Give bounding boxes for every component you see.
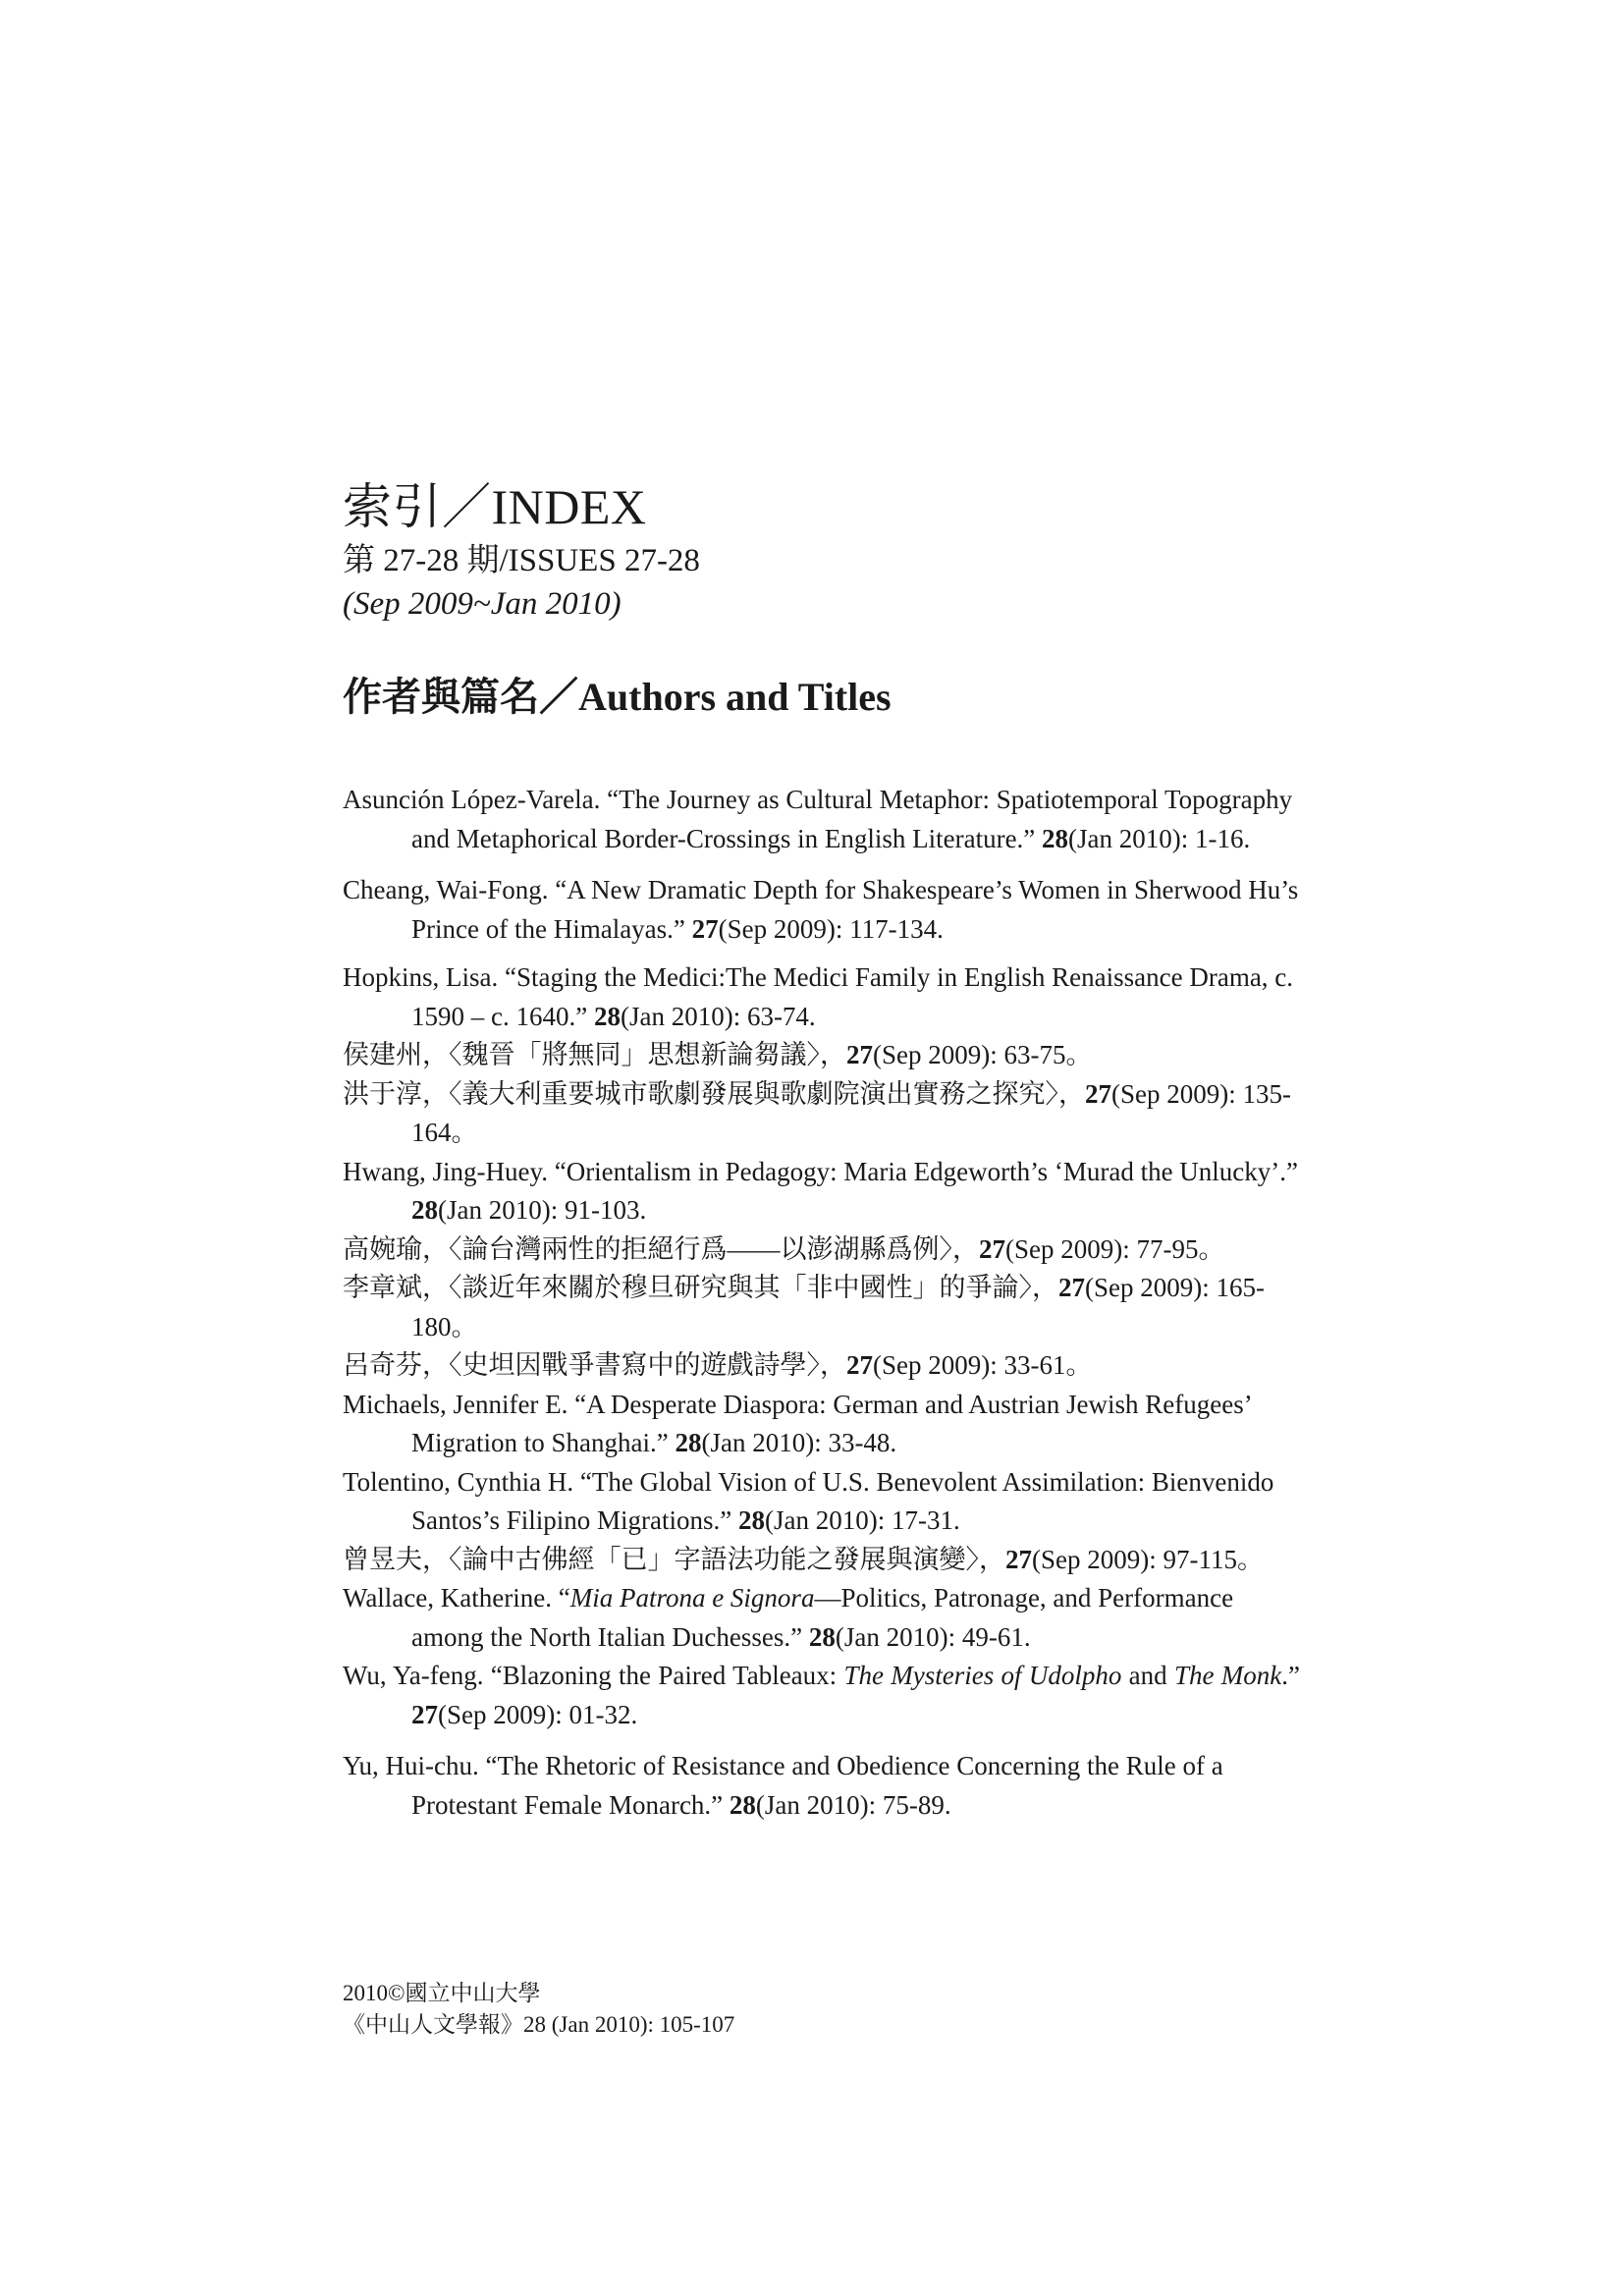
list-item bbox=[343, 1269, 1300, 1346]
entry-text: 曾昱夫，〈論中古佛經「已」字語法功能之發展與演變〉， bbox=[343, 1544, 1005, 1574]
list-item bbox=[343, 1386, 1300, 1463]
entry-volume: 27 bbox=[1005, 1544, 1032, 1574]
section-heading: 作者與篇名／Authors and Titles bbox=[343, 675, 892, 719]
entry-text: Tolentino, Cynthia H. “The Global Vision of U.S. Benevolent Assimilation: Bienvenido Santos’s Filipino Migrations.” bbox=[343, 1466, 1274, 1535]
entry-text-cont: —Politics, Patronage, and Performance among the North Italian Duchesses.” bbox=[411, 1583, 1234, 1652]
entry-volume: 27 bbox=[1058, 1273, 1085, 1302]
entry-text: Asunción López-Varela. “The Journey as Cultural Metaphor: Spatiotemporal Topography and Metaphorical Border-Crossings in English Literature.” bbox=[343, 785, 1293, 853]
entry-text: 呂奇芬，〈史坦因戰爭書寫中的遊戲詩學〉， bbox=[343, 1350, 846, 1380]
entry-list bbox=[343, 781, 1300, 1825]
entry-detail: (Sep 2009): 77-95。 bbox=[1005, 1233, 1225, 1264]
entry-detail: (Jan 2010): 49-61. bbox=[835, 1621, 1031, 1652]
entry-detail: (Jan 2010): 91-103. bbox=[438, 1195, 647, 1225]
entry-detail: (Sep 2009): 165-180。 bbox=[411, 1273, 1265, 1341]
entry-detail: (Sep 2009): 135-164。 bbox=[411, 1078, 1291, 1147]
list-item bbox=[343, 1747, 1300, 1825]
list-item bbox=[343, 1541, 1300, 1580]
index-page bbox=[343, 477, 1300, 1825]
entry-volume: 28 bbox=[808, 1621, 836, 1652]
list-item bbox=[343, 1153, 1300, 1230]
list-item bbox=[343, 1075, 1300, 1153]
entry-text: Cheang, Wai-Fong. “A New Dramatic Depth for Shakespeare’s Women in Sherwood Hu’s Prince of the Himalayas.” bbox=[343, 875, 1299, 944]
entry-volume: 27 bbox=[979, 1233, 1005, 1264]
list-item bbox=[343, 1346, 1300, 1386]
entry-text: Wallace, Katherine. “ bbox=[343, 1583, 570, 1613]
date-range: (Sep 2009~Jan 2010) bbox=[343, 586, 622, 622]
list-item bbox=[343, 781, 1300, 858]
entry-italic-title: Mia Patrona e Signora bbox=[569, 1583, 815, 1613]
entry-text: Wu, Ya-feng. “Blazoning the Paired Tableaux: bbox=[343, 1661, 844, 1690]
entry-detail: (Jan 2010): 1-16. bbox=[1068, 823, 1251, 853]
entry-volume: 27 bbox=[846, 1040, 873, 1069]
page-footer bbox=[343, 1978, 734, 2041]
entry-volume: 28 bbox=[1042, 823, 1069, 853]
entry-text: 李章斌，〈談近年來關於穆旦研究與其「非中國性」的爭論〉， bbox=[343, 1273, 1058, 1302]
copyright-line: 2010©國立中山大學 bbox=[343, 1981, 541, 2005]
entry-detail: (Sep 2009): 01-32. bbox=[438, 1699, 638, 1729]
entry-detail: (Sep 2009): 33-61。 bbox=[873, 1350, 1093, 1380]
entry-detail: (Sep 2009): 97-115。 bbox=[1032, 1544, 1264, 1574]
list-item bbox=[343, 871, 1300, 949]
entry-text-cont-2: .” bbox=[1281, 1661, 1300, 1690]
entry-text: 高婉瑜，〈論台灣兩性的拒絕行爲——以澎湖縣爲例〉， bbox=[343, 1233, 979, 1264]
page-title: 索引／INDEX bbox=[343, 479, 647, 534]
entry-volume: 27 bbox=[1085, 1078, 1111, 1109]
entry-detail: (Sep 2009): 63-75。 bbox=[873, 1040, 1093, 1069]
entry-volume: 28 bbox=[593, 1001, 621, 1031]
entry-italic-title: The Mysteries of Udolpho bbox=[843, 1661, 1122, 1690]
list-item bbox=[343, 1230, 1300, 1270]
entry-detail: (Sep 2009): 117-134. bbox=[718, 913, 944, 944]
list-item bbox=[343, 1463, 1300, 1541]
list-item bbox=[343, 958, 1300, 1036]
entry-volume: 27 bbox=[411, 1699, 438, 1729]
entry-volume: 28 bbox=[738, 1505, 766, 1535]
issues-line: 第 27-28 期/ISSUES 27-28 bbox=[343, 543, 700, 578]
list-item bbox=[343, 1579, 1300, 1657]
entry-detail: (Jan 2010): 75-89. bbox=[755, 1789, 951, 1820]
entry-detail: (Jan 2010): 17-31. bbox=[765, 1505, 960, 1535]
entry-text: 侯建州，〈魏晉「將無同」思想新論芻議〉， bbox=[343, 1040, 846, 1069]
entry-volume: 28 bbox=[411, 1195, 438, 1225]
entry-detail: (Jan 2010): 63-74. bbox=[620, 1001, 816, 1031]
citation-line: 《中山人文學報》28 (Jan 2010): 105-107 bbox=[343, 2012, 735, 2037]
entry-text-cont: and bbox=[1121, 1661, 1174, 1690]
entry-text: 洪于淳，〈義大利重要城市歌劇發展與歌劇院演出實務之探究〉， bbox=[343, 1078, 1085, 1109]
list-item bbox=[343, 1036, 1300, 1075]
entry-text: Hwang, Jing-Huey. “Orientalism in Pedagogy: Maria Edgeworth’s ‘Murad the Unlucky’.” bbox=[343, 1156, 1299, 1186]
entry-volume: 28 bbox=[729, 1789, 756, 1820]
entry-text: Hopkins, Lisa. “Staging the Medici:The Medici Family in English Renaissance Drama, c. 1590 – c. 1640.” bbox=[343, 962, 1294, 1031]
entry-volume: 27 bbox=[691, 913, 719, 944]
entry-detail: (Jan 2010): 33-48. bbox=[701, 1428, 897, 1457]
entry-italic-title-2: The Monk bbox=[1173, 1661, 1282, 1690]
entry-volume: 28 bbox=[675, 1428, 702, 1457]
entry-text: Michaels, Jennifer E. “A Desperate Diaspora: German and Austrian Jewish Refugees’ Migration to Shanghai.” bbox=[343, 1389, 1251, 1457]
entry-text: Yu, Hui-chu. “The Rhetoric of Resistance and Obedience Concerning the Rule of a Protestant Female Monarch.” bbox=[343, 1751, 1223, 1820]
list-item bbox=[343, 1657, 1300, 1734]
entry-volume: 27 bbox=[846, 1350, 873, 1380]
